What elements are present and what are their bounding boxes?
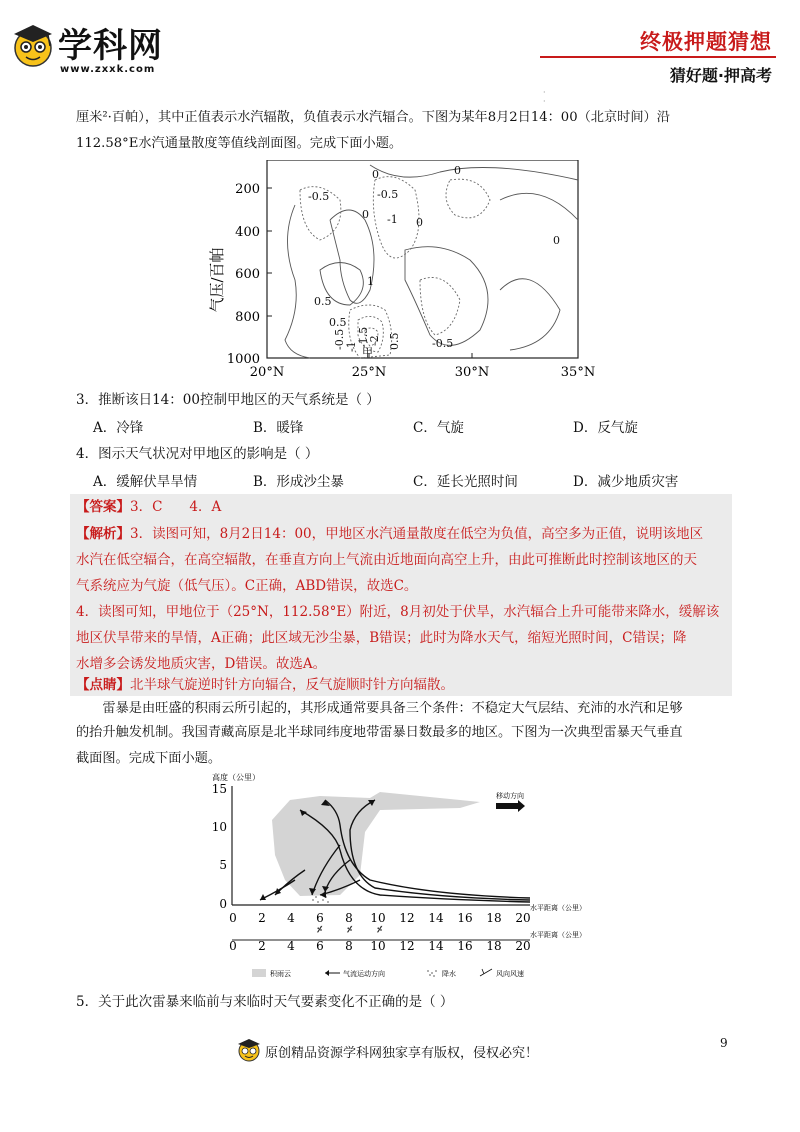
fig1-xtick: 25°N: [351, 365, 387, 380]
logo-mascot-icon: [10, 22, 56, 68]
fig2-ylabel: 高度（公里）: [212, 773, 260, 782]
contour-figure: [200, 160, 600, 385]
fig2-xtick-2: 12: [399, 939, 415, 953]
analysis-line-1: [76, 521, 728, 548]
thunderstorm-figure: [200, 770, 590, 985]
header-title: 终极押题猜想: [640, 30, 772, 54]
fig1-ytick: 1000: [226, 352, 260, 367]
legend-precip-swatch: [427, 970, 437, 977]
fig1-xtick: 35°N: [560, 365, 596, 380]
page-number: 9: [720, 1036, 728, 1050]
fig2-xtick: 18: [486, 911, 502, 925]
analysis-text: 3．读图可知，8月2日14：00，甲地区水汽通量散度在低空为负值，高空多为正值，说明该地区: [130, 526, 704, 542]
fig1-contour-label: -0.5: [432, 337, 454, 350]
q3-options: [93, 416, 733, 436]
fig2-xtick-2: 18: [486, 939, 502, 953]
footer-mascot-icon: [237, 1038, 261, 1062]
legend-wind-swatch: [480, 969, 492, 976]
intro-line-1: 厘米²·百帕），其中正值表示水汽辐散，负值表示水汽辐合。下图为某年8月2日14：00（北京时间）沿: [76, 110, 670, 125]
fig1-contour-label: 1: [367, 275, 374, 288]
analysis-line-5: 地区伏旱带来的旱情，A正确；此区域无沙尘暴，B错误；此时为降水天气，缩短光照时间，C错误；降: [76, 630, 687, 646]
fig1-contour-label: -0.5: [308, 190, 330, 203]
fig1-contour-label: -1.5: [357, 326, 370, 348]
q4-option-d[interactable]: D．减少地质灾害: [573, 474, 679, 490]
fig1-contour-label: 0: [454, 164, 461, 177]
fig1-contour-label: 0.5: [388, 332, 401, 350]
move-direction-label: 移动方向: [496, 792, 524, 800]
q3-option-b[interactable]: B．暖锋: [253, 420, 304, 436]
answer-tag: 【答案】: [76, 499, 130, 515]
q3-option-a[interactable]: A．冷锋: [93, 420, 144, 436]
fig1-ytick: 200: [235, 182, 260, 197]
q4-stem: 4．图示天气状况对甲地区的影响是（ ）: [76, 446, 319, 462]
fig2-xtick-2: 8: [345, 939, 353, 953]
fig2-xtick-2: 10: [370, 939, 386, 953]
fig2-xtick-2: 16: [457, 939, 473, 953]
fig2-xtick-2: 0: [229, 939, 237, 953]
fig1-contour-label: 0.5: [314, 295, 332, 308]
fig2-xtick: 4: [287, 911, 295, 925]
fig2-xtick: 12: [399, 911, 415, 925]
fig1-ytick: 400: [235, 225, 260, 240]
legend-airflow: 气流运动方向: [343, 970, 385, 978]
analysis-line-4: 4．读图可知，甲地位于（25°N，112.58°E）附近，8月初处于伏旱，水汽辐合上升可能带来降水，缓解该: [76, 604, 720, 620]
fig2-xtick: 0: [229, 911, 237, 925]
decorative-dots: · ·: [543, 88, 546, 106]
fig2-xtick-2: 6: [316, 939, 324, 953]
fig1-contour-label: 0.5: [329, 316, 347, 329]
fig2-xtick: 10: [370, 911, 386, 925]
fig2-ytick: 10: [211, 820, 227, 834]
fig2-xtick: 14: [428, 911, 444, 925]
fig1-contour-label: 0: [553, 234, 560, 247]
legend-cloud-swatch: [252, 969, 266, 977]
fig1-contour-label: 0: [372, 168, 379, 181]
fig1-contour-label: -0.5: [377, 188, 399, 201]
fig2-ytick: 15: [211, 782, 227, 796]
fig2-xlabel-2: 水平距离（公里）: [530, 931, 586, 939]
fig1-contour-label: 0: [416, 216, 423, 229]
fig2-xtick-2: 20: [515, 939, 531, 953]
intro-line-2: 112.58°E水汽通量散度等值线剖面图。完成下面小题。: [76, 136, 403, 151]
fig2-xtick-2: 14: [428, 939, 444, 953]
fig2-ytick: 0: [219, 897, 227, 911]
fig1-contour-label: -1: [345, 341, 358, 352]
fig1-marker-jia: 甲: [362, 346, 373, 359]
fig2-xtick-2: 4: [287, 939, 295, 953]
fig2-xtick: 2: [258, 911, 266, 925]
fig1-contour-label: -0.5: [333, 328, 346, 350]
fig2-xtick: 6: [316, 911, 324, 925]
header-divider: [540, 56, 776, 58]
q3-option-c[interactable]: C．气旋: [413, 420, 464, 436]
q4-option-b[interactable]: B．形成沙尘暴: [253, 474, 344, 490]
tip-text: 北半球气旋逆时针方向辐合，反气旋顺时针方向辐散。: [130, 677, 454, 693]
legend-cloud: 积雨云: [270, 970, 291, 978]
fig1-xtick: 30°N: [454, 365, 490, 380]
analysis-line-2: 水汽在低空辐合，在高空辐散，在垂直方向上气流由近地面向高空上升，由此可推断此时控制该地区的天: [76, 552, 697, 568]
fig1-ytick: 600: [235, 267, 260, 282]
precipitation-dots: [312, 896, 329, 903]
fig1-contour-label: 0: [362, 208, 369, 221]
wind-barbs: [317, 925, 382, 934]
answer-line: [76, 494, 728, 521]
fig2-xlabel-1: 水平距离（公里）: [530, 904, 586, 912]
passage2-line-1: 雷暴是由旺盛的积雨云所引起的，其形成通常要具备三个条件：不稳定大气层结、充沛的水汽和足够: [102, 701, 683, 716]
fig1-contour-label: -1: [387, 213, 398, 226]
svg-text:⸓: ⸓: [317, 925, 323, 934]
header-subtitle: 猜好题·押高考: [669, 66, 772, 85]
fig1-xtick: 20°N: [249, 365, 285, 380]
analysis-tag: 【解析】: [76, 526, 130, 542]
analysis-line-3: 气系统应为气旋（低气压）。C正确，ABD错误，故选C。: [76, 578, 418, 594]
q5-stem: 5．关于此次雷暴来临前与来临时天气要素变化不正确的是（ ）: [76, 994, 454, 1010]
svg-text:⸓: ⸓: [377, 925, 383, 934]
move-direction-arrow: [496, 800, 525, 812]
fig2-xtick-2: 2: [258, 939, 266, 953]
answer-text: 3．C 4．A: [130, 499, 222, 515]
passage2-line-2: 的抬升触发机制。我国青藏高原是北半球同纬度地带雷暴日数最多的地区。下图为一次典型雷暴天气垂直: [76, 725, 683, 740]
q3-option-d[interactable]: D．反气旋: [573, 420, 638, 436]
fig2-xtick: 20: [515, 911, 531, 925]
fig1-ytick: 800: [235, 310, 260, 325]
footer-copyright: 原创精品资源学科网独家享有版权，侵权必究！: [265, 1046, 539, 1061]
svg-text:⸓: ⸓: [347, 925, 353, 934]
fig1-ylabel: 气压/百帕: [208, 247, 226, 313]
q3-stem: 3．推断该日14：00控制甲地区的天气系统是（ ）: [76, 392, 380, 408]
logo-url: www.zxxk.com: [60, 64, 156, 75]
fig2-ytick: 5: [219, 858, 227, 872]
q4-options: [93, 470, 733, 490]
fig1-contour-label: -2: [368, 335, 381, 346]
q4-option-a[interactable]: A．缓解伏旱旱情: [93, 474, 198, 490]
legend-precip: 降水: [442, 970, 456, 978]
tip-tag: 【点睛】: [76, 677, 130, 693]
fig2-xtick: 16: [457, 911, 473, 925]
logo-text: 学科网: [58, 26, 163, 66]
analysis-line-6: 水增多会诱发地质灾害，D错误。故选A。: [76, 656, 327, 672]
q4-option-c[interactable]: C．延长光照时间: [413, 474, 518, 490]
fig2-xtick: 8: [345, 911, 353, 925]
cumulonimbus-cloud: [272, 792, 480, 896]
legend-wind: 风向风速: [496, 970, 524, 978]
passage2-line-3: 截面图。完成下面小题。: [76, 751, 222, 766]
